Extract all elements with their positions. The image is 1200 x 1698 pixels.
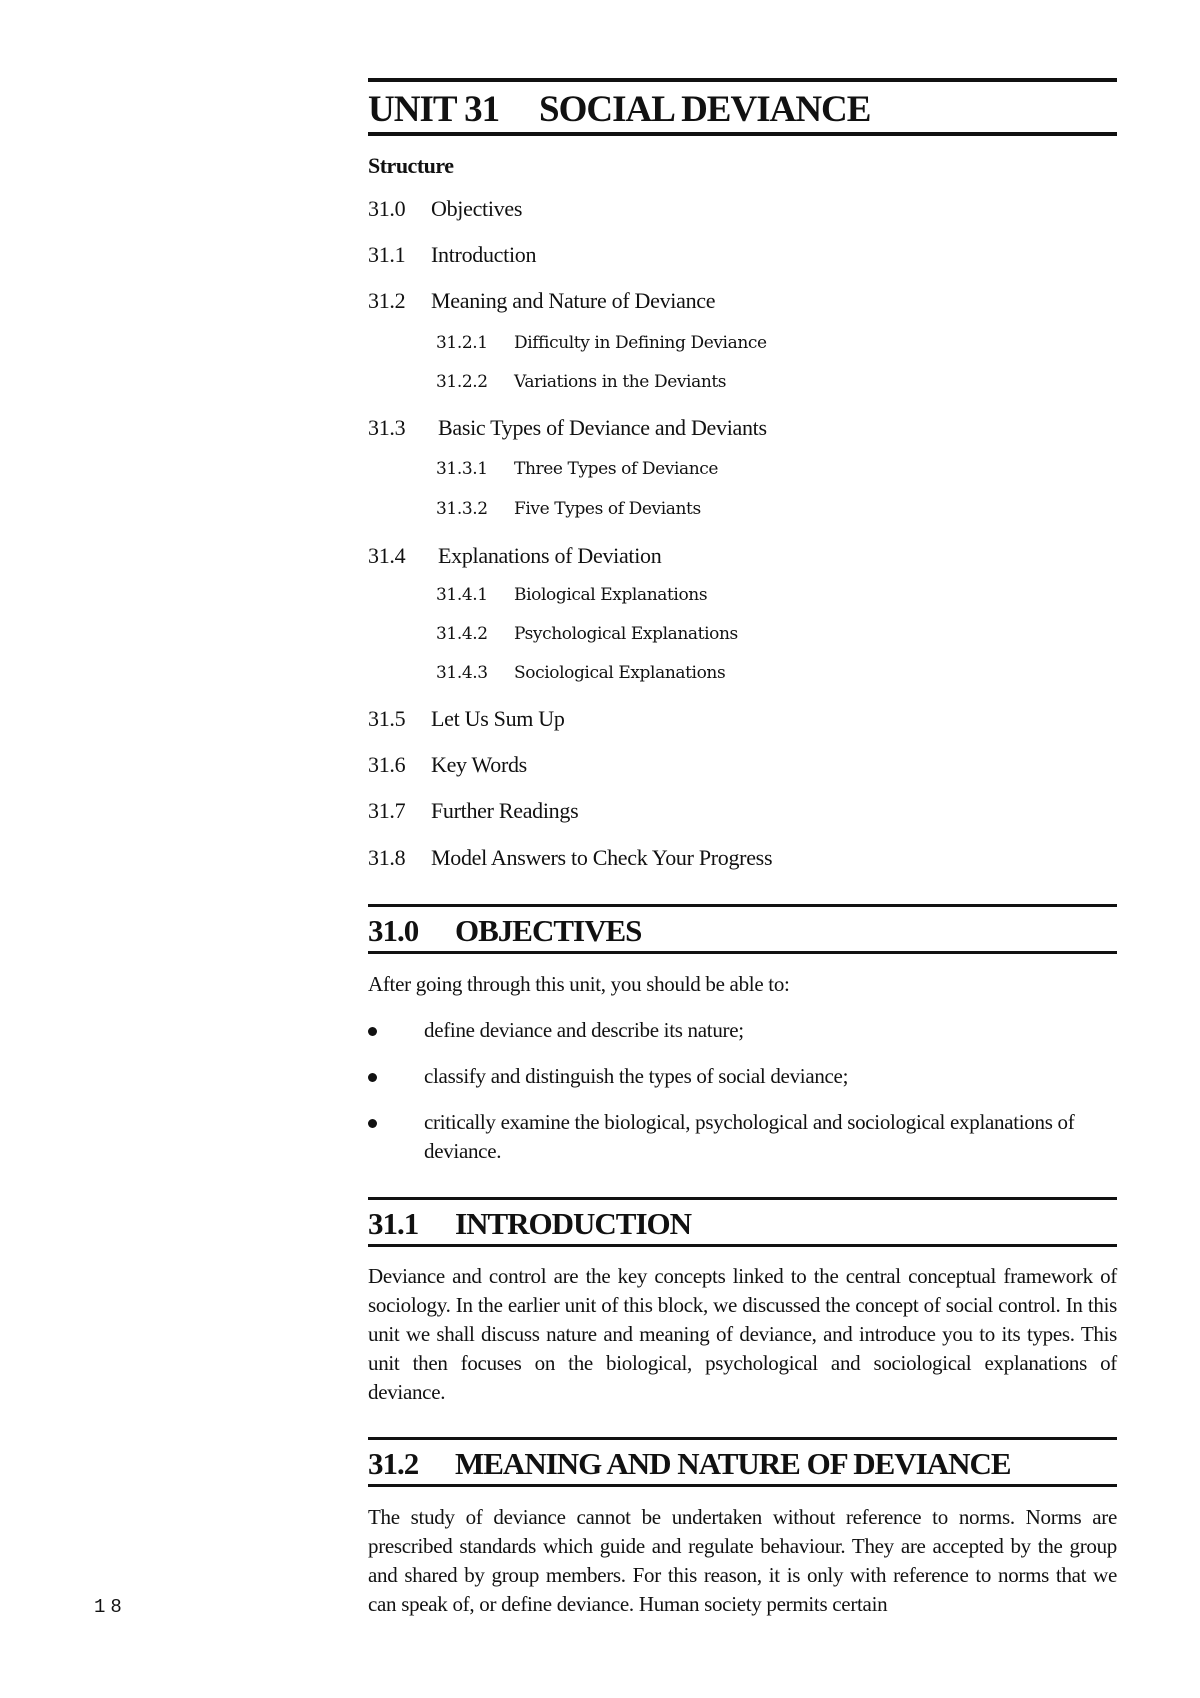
bullet-icon xyxy=(368,1119,377,1128)
toc-item: 31.4 Explanations of Deviation xyxy=(368,543,662,568)
unit-heading xyxy=(368,78,1117,136)
toc-subitem: 31.4.2 Psychological Explanations xyxy=(436,624,738,644)
toc-subitem: 31.4.3 Sociological Explanations xyxy=(436,663,726,683)
toc-item: 31.2 Meaning and Nature of Deviance xyxy=(368,288,716,313)
toc-subitem: 31.4.1 Biological Explanations xyxy=(436,585,708,605)
objective-bullet: define deviance and describe its nature; xyxy=(368,1016,1117,1045)
objectives-intro: After going through this unit, you should be able to: xyxy=(368,972,790,996)
toc-subitem: 31.3.2 Five Types of Deviants xyxy=(436,499,701,519)
objective-bullet: critically examine the biological, psychological and sociological explanations of deviance. xyxy=(368,1108,1117,1166)
toc-item: 31.8 Model Answers to Check Your Progress xyxy=(368,845,773,870)
page-number: 18 xyxy=(94,1596,127,1618)
introduction-paragraph: Deviance and control are the key concepts linked to the central conceptual framework of sociology. In the earlier unit of this block, we discussed the concept of social control. In this unit we shall discuss nature and meaning of deviance, and introduce you to its types. This unit then focuses on the biological, psychological and sociological explanations of deviance. xyxy=(368,1264,1117,1404)
toc-item: 31.3 Basic Types of Deviance and Deviants xyxy=(368,415,767,440)
structure-label: Structure xyxy=(368,153,454,178)
toc-item: 31.5 Let Us Sum Up xyxy=(368,706,565,731)
section-heading-meaning: 31.2 MEANING AND NATURE OF DEVIANCE xyxy=(368,1437,1117,1487)
toc-item: 31.6 Key Words xyxy=(368,752,527,777)
bullet-icon xyxy=(368,1073,377,1082)
toc-subitem: 31.3.1 Three Types of Deviance xyxy=(436,459,719,479)
toc-subitem: 31.2.1 Difficulty in Defining Deviance xyxy=(436,333,767,353)
toc-item: 31.7 Further Readings xyxy=(368,798,579,823)
section-heading-introduction: 31.1 INTRODUCTION xyxy=(368,1197,1117,1247)
section-heading-objectives: 31.0 OBJECTIVES xyxy=(368,904,1117,954)
unit-number: UNIT 31 xyxy=(368,89,500,130)
meaning-paragraph: The study of deviance cannot be undertaken without reference to norms. Norms are prescribed standards which guide and regulate behaviour. They are accepted by the group and shared by group members. For this reason, it is only with reference to norms that we can speak of, or define deviance. Human society permits certain xyxy=(368,1505,1117,1616)
objective-bullet: classify and distinguish the types of social deviance; xyxy=(368,1062,1117,1091)
toc-item: 31.0 Objectives xyxy=(368,196,523,221)
toc-item: 31.1 Introduction xyxy=(368,242,537,267)
unit-title: SOCIAL DEVIANCE xyxy=(539,89,871,130)
toc-subitem: 31.2.2 Variations in the Deviants xyxy=(436,372,727,392)
bullet-icon xyxy=(368,1027,377,1036)
